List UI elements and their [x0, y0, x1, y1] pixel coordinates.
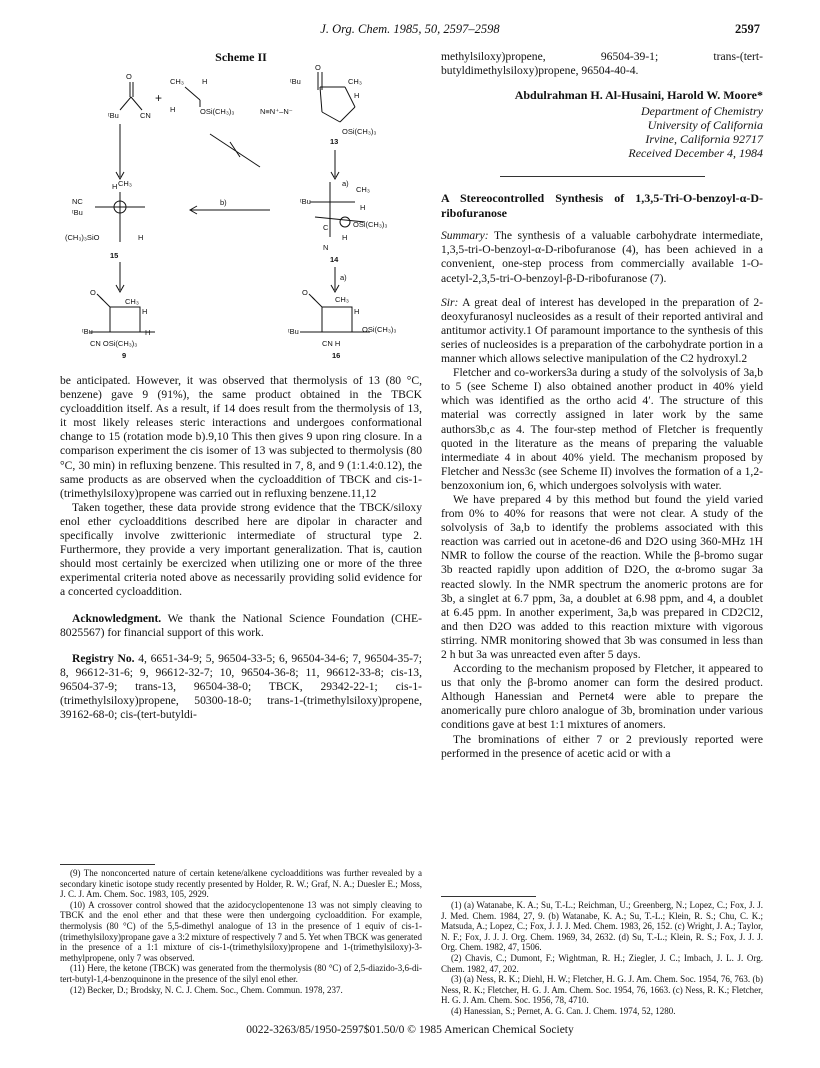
svg-text:CH₃: CH₃: [118, 179, 132, 188]
footnote: (10) A crossover control showed that the azidocyclopentenone 13 was not simply cleaving to TBCK and the enol ether and that these were then undergoing cycloaddition. For example, thermolysis (80 °C) of the 5,5-dimethyl analogue of 13 in the presence of 1 equiv of cis-1-(trimethylsiloxy)propane gave a 3:2 mixture of respectively 7 and 5. Yet when TBCK was generated in the presence of a 1:1 mixture of cis-1-(trimethylsiloxy)propene and 1-(trimethylsiloxy)-3-methylpropene, only 7 was observed.: [60, 899, 422, 963]
journal-citation: J. Org. Chem. 1985, 50, 2597–2598: [320, 22, 500, 36]
svg-text:16: 16: [332, 351, 341, 360]
svg-text:CH₃: CH₃: [125, 297, 139, 306]
svg-text:H: H: [342, 233, 348, 242]
oxygen-label: O: [126, 72, 132, 81]
svg-text:CH₃: CH₃: [356, 185, 370, 194]
footnote: (12) Becker, D.; Brodsky, N. C. J. Chem. Soc., Chem. Commun. 1978, 237.: [70, 984, 343, 995]
footnote-rule: [441, 896, 536, 897]
svg-text:H: H: [142, 307, 148, 316]
right-column: [441, 50, 763, 761]
svg-text:CN OSi(CH₃)₃: CN OSi(CH₃)₃: [90, 339, 138, 348]
svg-text:O: O: [90, 288, 96, 297]
svg-text:13: 13: [330, 137, 339, 146]
registry-heading: Registry No.: [72, 651, 135, 665]
left-footnotes: [60, 868, 422, 995]
section-rule: [500, 176, 705, 177]
article-title: A Stereocontrolled Synthesis of 1,3,5-Tri-O-benzoyl-α-D-ribofuranose: [441, 191, 763, 221]
cn-label: CN: [140, 111, 151, 120]
svg-text:NC: NC: [72, 197, 83, 206]
svg-text:N≡N⁺–N⁻: N≡N⁺–N⁻: [260, 107, 293, 116]
footnote: (11) Here, the ketone (TBCK) was generated from the thermolysis (80 °C) of 2,5-diazido-3,6-di-tert-butyl-1,4-benzoquinone in the presence of the silyl enol ether.: [60, 963, 422, 984]
svg-text:15: 15: [110, 251, 119, 260]
svg-text:ᵗBu: ᵗBu: [72, 208, 83, 217]
body-paragraph: According to the mechanism proposed by Fletcher, it appeared to us that only the β-bromo anomer can form the desired product. Although Hanessian and Pernet4 were able to prepare the anomerically pure chloro analogue of 3b, bromination under various conditions gave at best 1:1 mixtures of anomers.: [441, 662, 763, 732]
registry-text: 4, 6651-34-9; 5, 96504-33-5; 6, 96504-34-6; 7, 96504-35-7; 8, 96612-31-6; 9, 96612-32-7; 10, 96504-36-8; 11, 96612-33-8; cis-13, 96504-37-9; trans-13, 96504-38-0; TBCK, 29342-22-1; cis-1-(trimethylsiloxy)propene, 50300-18-0; trans-1-(trimethylsiloxy)propene, 39162-68-0; cis-(tert-butyldi-: [60, 651, 423, 722]
footnote: (4) Hanessian, S.; Pernet, A. G. Can. J. Chem. 1974, 52, 1280.: [451, 1005, 676, 1016]
svg-text:CH₃: CH₃: [335, 295, 349, 304]
authors: Abdulrahman H. Al-Husaini, Harold W. Moore*: [514, 88, 763, 103]
svg-text:OSi(CH₃)₃: OSi(CH₃)₃: [342, 127, 377, 136]
summary-heading: Summary:: [441, 229, 489, 243]
svg-text:H: H: [170, 105, 176, 114]
received-date: Received December 4, 1984: [628, 146, 763, 161]
svg-text:b): b): [220, 198, 227, 207]
svg-text:+: +: [155, 91, 163, 105]
body-paragraph: be anticipated. However, it was observed that thermolysis of 13 (80 °C, benzene) gave 9 (91%), the same product obtained in the TBCK cycloaddition itself. As a result, if 14 does result from the thermolysis of 13, it most likely releases steric interactions and undergoes conformational change to 15 (rotation mode b).9,10 This then gives 9 upon ring closure. In a comparison experiment the cis isomer of 13 was subjected to thermolysis (80 °C, 30 min) in refluxing benzene. This resulted in 7, 8, and 9 (1:1.4:0.12), the same products as are observed when the cycloaddition of TBCK and cis-1-(trimethylsiloxy)propene was carried out in refluxing benzene.11,12: [60, 374, 422, 500]
svg-text:OSi(CH₃)₃: OSi(CH₃)₃: [200, 107, 235, 116]
svg-text:OSi(CH₃)₃: OSi(CH₃)₃: [353, 220, 388, 229]
page-number: 2597: [735, 22, 760, 36]
svg-text:9: 9: [122, 351, 127, 360]
ack-heading: Acknowledgment.: [72, 611, 162, 625]
page-footer: 0022-3263/85/1950-2597$01.50/0 © 1985 American Chemical Society: [246, 1024, 574, 1036]
body-paragraph: The brominations of either 7 or 2 previously reported were performed in the presence of acetic acid or with a: [441, 732, 763, 760]
ack-text: We thank the National Science Foundation (CHE-8025567) for financial support of this work.: [60, 611, 422, 639]
footnote: (2) Chavis, C.; Dumont, F.; Wightman, R. H.; Ziegler, J. C.; Imbach, J. L. J. Org. Chem. 1982, 47, 202.: [441, 952, 763, 974]
footnote: (1) (a) Watanabe, K. A.; Su, T.-L.; Reichman, U.; Greenberg, N.; Lopez, C.; Fox, J. J. J. Med. Chem. 1984, 27, 9. (b) Watanabe, K. A.; Su, T.-L.; Klein, R. S.; Chu, C. K.; Matsuda, A.; Lopez, C.; Fox, J. J. J. Med. Chem. 1983, 26, 152. (c) Wright, J. A.; Taylor, N. F.; Fox, J. J. J. Org. Chem. 1969, 34, 2632. (d) Su, T.-L.; Klein, R. S.; Fox, J. J. J. Org. Chem. 1982, 47, 1506.: [441, 900, 763, 953]
tbu-label: ᵗBu: [108, 111, 119, 120]
body-paragraph: A great deal of interest has developed in the preparation of 2-deoxyfuranosyl nucleosides as a result of their reported antiviral and antitumor activity.1 Of paramount importance to the synthesis of this series of nucleosides is a preparation of the carbohydrate portion in a manner which allows selective manipulation of the C2 hydroxyl.2: [441, 295, 763, 366]
svg-text:H: H: [138, 233, 144, 242]
body-paragraph: Fletcher and co-workers3a during a study of the solvolysis of 3a,b to 5 (see Scheme I) also obtained another product in 40% yield which was identified as the ortho acid 4′. The structure of this material was correctly assigned in later work by the same authors3b,c as 4. The four-step method of Fletcher is frequently quoted in the literature as the means of preparing the valuable intermediate 4 in about 40% yield. The mechanism proposed by Fletcher and Ness3c (see Scheme II) involves the formation of a 1,2-benzoxonium ion, 6, which undergoes solvolysis with water.: [441, 366, 763, 492]
right-footnotes: [441, 900, 763, 1017]
svg-text:CH₃: CH₃: [170, 77, 184, 86]
svg-text:ᵗBu: ᵗBu: [82, 327, 93, 336]
svg-text:ᵗBu: ᵗBu: [300, 197, 311, 206]
svg-text:ᵗBu: ᵗBu: [288, 327, 299, 336]
footnote-rule: [60, 864, 155, 865]
svg-text:C: C: [323, 223, 329, 232]
svg-text:a): a): [342, 179, 349, 188]
svg-text:OSi(CH₃)₃: OSi(CH₃)₃: [362, 325, 397, 334]
svg-text:ᵗBu: ᵗBu: [290, 77, 301, 86]
svg-text:N: N: [323, 243, 329, 252]
svg-text:CN H: CN H: [322, 339, 341, 348]
svg-text:O: O: [302, 288, 308, 297]
svg-text:H: H: [112, 182, 118, 191]
scheme-title: Scheme II: [215, 50, 267, 64]
body-paragraph: We have prepared 4 by this method but found the yield varied from 0% to 40% for reasons that were not clear. A study of the solvolysis of 3a,b to identify the problems associated with this reaction was carried out in acetone-d6 and D2O using 360-MHz 1H NMR to follow the course of the reaction. While the β-bromo sugar 3b reacted rapidly upon addition of D2O, the α-bromo sugar 3a reacted slowly. In the NMR spectrum the anomeric protons are for 3b, a singlet at 6.7 ppm, 3a, a doublet at 6.98 ppm, and 4, a doublet at 6.45 ppm. In another experiment, 3a,b was prepared in CD2Cl2, and then D2O was added to this reaction mixture with vigorous stirring. NMR monitoring showed that 3b was consumed in less than 2 h but 3a was unreacted even after 5 days.: [441, 492, 763, 661]
svg-text:a): a): [340, 273, 347, 282]
summary-text: The synthesis of a valuable carbohydrate intermediate, 1,3,5-tri-O-benzoyl-α-D-ribofuranose (4), has been achieved in a convenient, one-step process from commercially available 1-O-acetyl-2,3,5-tri-O-benzoyl-β-D-ribofuranose (7).: [441, 229, 763, 285]
ketene-reactant: [120, 82, 142, 110]
svg-text:H: H: [354, 307, 360, 316]
svg-text:H: H: [202, 77, 208, 86]
affiliation: Department of Chemistry University of California Irvine, California 92717 Received December 4, 1984: [441, 104, 763, 160]
registry-continued: methylsiloxy)propene, 96504-39-1; trans-(tert-butyldimethylsiloxy)propene, 96504-40-4.: [441, 50, 763, 78]
scheme-diagram: [60, 62, 422, 362]
svg-text:H: H: [360, 203, 366, 212]
svg-text:(CH₃)₃SiO: (CH₃)₃SiO: [65, 233, 100, 242]
svg-text:14: 14: [330, 255, 339, 264]
sir-heading: Sir:: [441, 295, 459, 309]
svg-text:H: H: [145, 328, 151, 337]
svg-text:H: H: [354, 91, 360, 100]
body-paragraph: Taken together, these data provide strong evidence that the TBCK/siloxy enol ether cycloadditions described here are dipolar in character and specifically involve zwitterionic intermediate of structural type 2. Furthermore, they provide a very important generalization. That is, caution should most certainly be exercized when utilizing one or more of the three experimental criteria noted above as necessarily providing solid evidence for a concerted cycloaddition.: [60, 500, 422, 599]
footnote: (3) (a) Ness, R. K.; Diehl, H. W.; Fletcher, H. G. J. Am. Chem. Soc. 1954, 76, 763. (b) Ness, R. K.; Fletcher, H. G. J. Am. Chem. Soc. 1954, 76, 1663. (c) Ness, R. K.; Fletcher, H. G. J. Am. Chem. Soc. 1956, 78, 4710.: [441, 974, 763, 1006]
svg-text:O: O: [315, 63, 321, 72]
svg-text:CH₃: CH₃: [348, 77, 362, 86]
footnote: (9) The nonconcerted nature of certain ketene/alkene cycloadditions was further revealed by a secondary kinetic isotope study recently presented by Holder, R. W.; Graf, N. A.; Duesler E.; Moss, J. C. J. Am. Chem. Soc. 1983, 105, 2929.: [60, 868, 422, 900]
left-column: [60, 374, 422, 722]
